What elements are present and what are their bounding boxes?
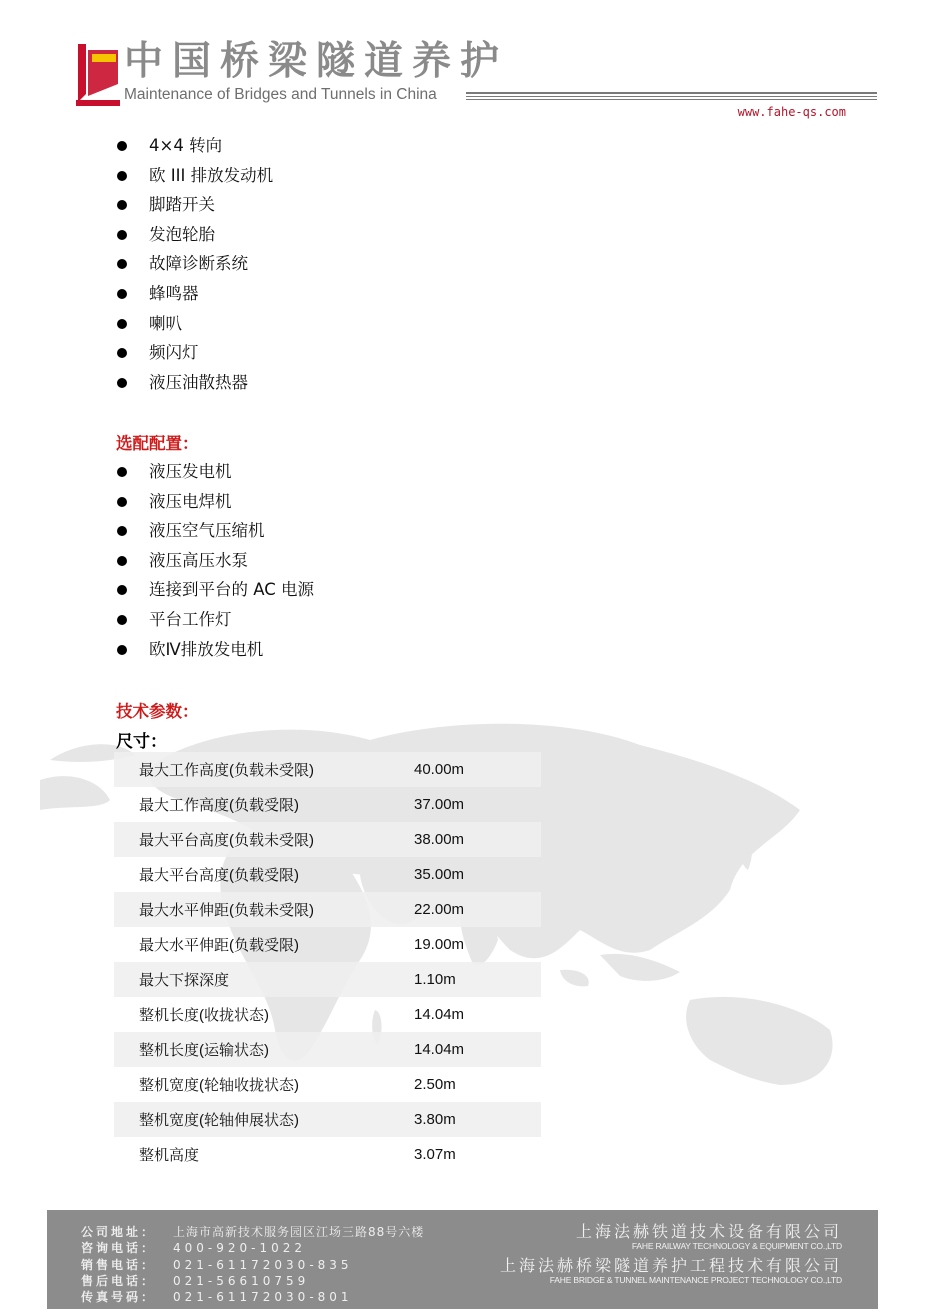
contact-info: [81, 1224, 424, 1305]
bullet-icon: [117, 171, 127, 181]
list-item: 平台工作灯: [117, 605, 314, 635]
header-divider: [466, 99, 877, 100]
table-row: 最大工作高度(负载受限) 37.00m: [139, 796, 465, 814]
bullet-icon: [117, 141, 127, 151]
page-header: [0, 0, 926, 130]
optional-config-heading: 选配配置：: [116, 434, 199, 453]
fahe-logo-icon: [76, 44, 120, 106]
contact-address: 公司地址： 上海市高新技术服务园区江场三路88号六楼: [81, 1225, 425, 1239]
table-row: 最大平台高度(负载未受限) 38.00m: [114, 822, 541, 857]
list-item: 液压电焊机: [117, 487, 314, 517]
list-item: 液压发电机: [117, 457, 314, 487]
bullet-icon: [117, 556, 127, 566]
bullet-icon: [117, 585, 127, 595]
company-bridge-tunnel: 上海法赫桥梁隧道养护工程技术有限公司 FAHE BRIDGE & TUNNEL MAINTENANCE PROJECT TECHNOLOGY CO.,LTD: [499, 1256, 842, 1285]
bullet-icon: [117, 319, 127, 329]
optional-config-list: [117, 457, 314, 664]
list-item: 脚踏开关: [117, 190, 273, 220]
bullet-icon: [117, 526, 127, 536]
list-item: 欧 III 排放发动机: [117, 161, 273, 191]
contact-aftersales: 售后电话： 021-56610759: [81, 1273, 310, 1288]
table-row: 最大水平伸距(负载未受限) 22.00m: [114, 892, 541, 927]
header-title-cn: 中国桥梁隧道养护: [124, 39, 509, 84]
bullet-icon: [117, 378, 127, 388]
list-item: 连接到平台的 AC 电源: [117, 575, 314, 605]
list-item: 蜂鸣器: [117, 279, 273, 309]
list-item: 4×4 转向: [117, 131, 273, 161]
list-item: 液压空气压缩机: [117, 516, 314, 546]
tech-specs-heading: 技术参数：: [116, 702, 199, 721]
bullet-icon: [117, 230, 127, 240]
list-item: 液压油散热器: [117, 368, 273, 398]
list-item: 发泡轮胎: [117, 220, 273, 250]
bullet-icon: [117, 289, 127, 299]
table-row: 最大平台高度(负载受限) 35.00m: [139, 866, 465, 884]
table-row: 整机长度(收拢状态) 14.04m: [139, 1006, 465, 1024]
standard-features-list: [117, 131, 273, 397]
contact-fax: 传真号码： 021-61172030-801: [81, 1290, 353, 1305]
spec-table: [114, 752, 541, 1172]
list-item: 频闪灯: [117, 338, 273, 368]
company-railway: 上海法赫铁道技术设备有限公司 FAHE RAILWAY TECHNOLOGY & EQUIPMENT CO.,LTD: [575, 1222, 842, 1251]
bullet-icon: [117, 467, 127, 477]
list-item: 故障诊断系统: [117, 249, 273, 279]
bullet-icon: [117, 645, 127, 655]
table-row: 最大下探深度 1.10m: [114, 962, 541, 997]
list-item: 欧Ⅳ排放发电机: [117, 635, 314, 665]
dimensions-subheading: 尺寸：: [116, 732, 167, 752]
table-row: 整机宽度(轮轴收拢状态) 2.50m: [139, 1076, 456, 1094]
bullet-icon: [117, 497, 127, 507]
table-row: 整机长度(运输状态) 14.04m: [114, 1032, 541, 1067]
contact-hotline: 咨询电话： 400-920-1022: [81, 1241, 307, 1256]
table-row: 最大工作高度(负载未受限) 40.00m: [114, 752, 541, 787]
header-divider: [466, 92, 877, 94]
list-item: 喇叭: [117, 309, 273, 339]
table-row: 整机宽度(轮轴伸展状态) 3.80m: [114, 1102, 541, 1137]
contact-sales: 销售电话： 021-61172030-835: [81, 1257, 353, 1272]
bullet-icon: [117, 259, 127, 269]
bullet-icon: [117, 200, 127, 210]
website-link[interactable]: www.fahe-qs.com: [737, 105, 846, 119]
table-row: 整机高度 3.07m: [139, 1146, 456, 1164]
header-title-en: Maintenance of Bridges and Tunnels in China: [124, 86, 437, 103]
table-row: 最大水平伸距(负载受限) 19.00m: [139, 936, 465, 954]
list-item: 液压高压水泵: [117, 546, 314, 576]
bullet-icon: [117, 615, 127, 625]
header-divider: [466, 96, 877, 97]
bullet-icon: [117, 348, 127, 358]
page-footer: [47, 1210, 878, 1309]
